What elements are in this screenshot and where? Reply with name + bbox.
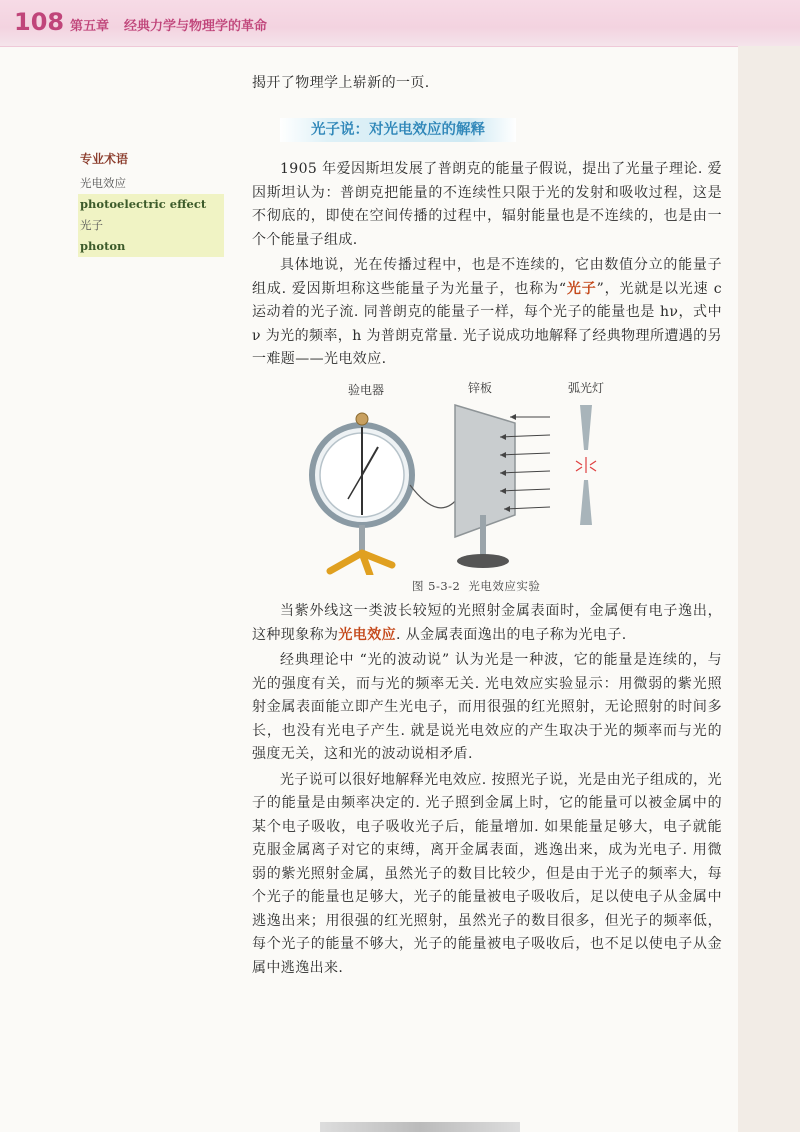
caption-number: 图 5-3-2 xyxy=(412,579,461,593)
plate-post xyxy=(480,515,486,557)
arc-electrode-bottom xyxy=(580,480,592,525)
term-photoelectric-effect: 光电效应 xyxy=(338,626,397,643)
page-header xyxy=(0,0,800,47)
text-run: . 从金属表面逸出的电子称为光电子. xyxy=(396,626,627,643)
chapter-title: 经典力学与物理学的革命 xyxy=(124,19,268,34)
paragraph: 1905 年爱因斯坦发展了普朗克的能量子假说，提出了光量子理论. 爱因斯坦认为：普朗克把能量的不连续性只限于光的发射和吸收过程，这是不彻底的，即使在空间传播的过程中，辐射能量也是不连续的，也是由一个个能量子组成. xyxy=(252,161,722,248)
plate-base xyxy=(457,554,509,568)
glossary-term-zh: 光电效应 xyxy=(80,176,126,190)
electroscope-knob xyxy=(356,413,368,425)
paragraph xyxy=(252,254,722,372)
arc-spark xyxy=(576,457,596,473)
label-zinc-plate: 锌板 xyxy=(468,381,493,395)
paragraph: 光子说可以很好地解释光电效应. 按照光子说，光是由光子组成的，光子的能量是由频率决定的. 光子照到金属上时，它的能量可以被金属中的某个电子吸收，电子吸收光子后，能量增加. 如果能量足够大，电子就能克服金属离子对它的束缚，离开金属表面，逃逸出来，成为光电子. 用微弱的紫光照射金属，虽然光子的数目比较少，但是由于光子的频率大，每个光子的能量也足够大，光子的能量被电子吸收后，足以使电子从金属中逃逸出来；用很强的红光照射，虽然光子的数目很多，但光子的频率低，每个光子的能量不够大，光子的能量被电子吸收后，也不足以使电子从金属中逃逸出来. xyxy=(252,771,722,976)
bottom-edge-strip xyxy=(320,1122,520,1132)
glossary-term-en: photon xyxy=(78,236,224,257)
figure-caption xyxy=(412,578,548,594)
glossary-title: 专业术语 xyxy=(80,152,129,166)
text-run: 当紫外线这一类波长较短的光照射金属表面时，金属便有电子逸出，这种现象称为 xyxy=(252,603,722,643)
glossary-term-zh: 光子 xyxy=(78,215,224,236)
text-run: 具体地说，光在传播过程中，也是不连续的，它由数值分立的能量子组成. 爱因斯坦称这些能量子为光量子，也称为“ xyxy=(252,257,722,297)
paragraph: 经典理论中 “光的波动说” 认为光是一种波，它的能量是连续的，与光的强度有关，而与光的频率无关. 光电效应实验显示：用微弱的紫光照射金属表面能立即产生光电子，而用很强的红光照射，无论照射的时间多长，也没有光电子产生. 就是说光电效应的产生取决于光的频率而与光的强度无关，这和光的波动说相矛盾. xyxy=(252,652,722,762)
glossary-term-en: photoelectric effect xyxy=(78,194,224,215)
term-photon: 光子 xyxy=(566,280,597,297)
arc-electrode-top xyxy=(580,405,592,450)
glossary-sidebar xyxy=(78,150,224,257)
label-electroscope: 验电器 xyxy=(348,383,385,397)
right-margin-bar xyxy=(738,46,800,1132)
continued-line: 揭开了物理学上崭新的一页. xyxy=(252,75,430,91)
paragraph xyxy=(252,600,722,647)
apparatus-drawing xyxy=(300,375,660,575)
caption-text: 光电效应实验 xyxy=(468,579,541,593)
body-block-2 xyxy=(252,600,722,982)
tripod-base xyxy=(330,553,392,575)
label-arc-lamp: 弧光灯 xyxy=(568,381,605,395)
photoelectric-figure xyxy=(300,375,660,585)
text-run: ”，光就是以光速 c 运动着的光子流. 同普朗克的能量子一样，每个光子的能量也是 hν，式中 ν 为光的频率，h 为普朗克常量. 光子说成功地解释了经典物理所遭遇的另一难题——光电效应. xyxy=(252,280,722,367)
body-block-1 xyxy=(252,158,722,374)
page-number: 108 xyxy=(14,8,65,36)
section-title: 光子说：对光电效应的解释 xyxy=(280,118,516,142)
chapter-number: 第五章 xyxy=(70,19,110,34)
